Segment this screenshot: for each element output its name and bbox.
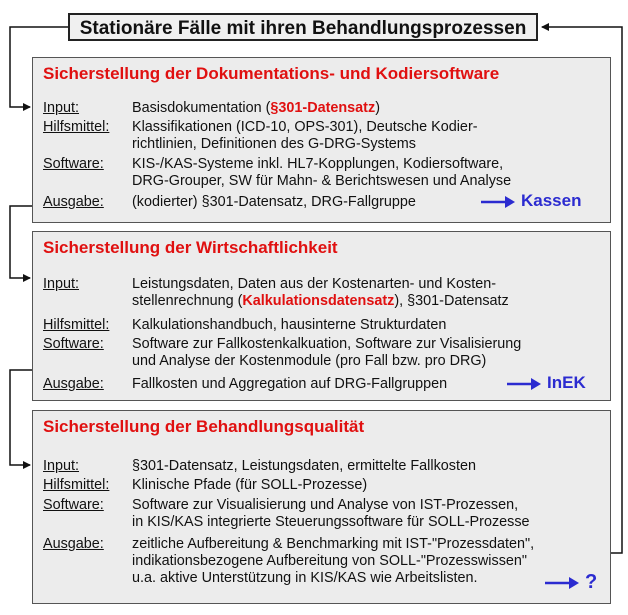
- row-text: in KIS/KAS integrierte Steuerungssoftware für SOLL-Prozesse: [132, 514, 530, 530]
- destination-kassen: [481, 191, 581, 211]
- row-label: Software:: [43, 156, 104, 172]
- row-text: ), §301-Datensatz: [394, 293, 509, 309]
- row-label: Software:: [43, 336, 104, 352]
- row-text: ): [375, 100, 380, 116]
- row-text: (kodierter) §301-Datensatz, DRG-Fallgruppe: [132, 194, 416, 210]
- connector-panel2-to-panel3: [10, 370, 32, 465]
- arrow-right-icon: [507, 378, 541, 390]
- row-text: Klassifikationen (ICD-10, OPS-301), Deutsche Kodier-: [132, 119, 478, 135]
- row-label: Software:: [43, 497, 104, 513]
- row-text: stellenrechnung (: [132, 293, 243, 309]
- destination-inek: [507, 373, 586, 393]
- row-label: Hilfsmittel:: [43, 317, 110, 333]
- row-text: richtlinien, Definitionen des G-DRG-Systems: [132, 136, 416, 152]
- panel-behandlungsqualitaet: [32, 410, 611, 604]
- row-text: zeitliche Aufbereitung & Benchmarking mit IST-"Prozessdaten",: [132, 536, 535, 552]
- panel-title: Sicherstellung der Wirtschaftlichkeit: [43, 238, 338, 257]
- panel-title: Sicherstellung der Behandlungsqualität: [43, 417, 365, 436]
- row-label: Ausgabe:: [43, 194, 104, 210]
- row-text: Leistungsdaten, Daten aus der Kostenarten- und Kosten-: [132, 276, 497, 292]
- row-text: Software zur Fallkostenkalkuation, Software zur Visalisierung: [132, 336, 522, 352]
- row-text: Basisdokumentation (: [132, 100, 271, 116]
- row-text: KIS-/KAS-Systeme inkl. HL7-Kopplungen, Kodiersoftware,: [132, 156, 504, 172]
- highlight-text: Kalkulationsdatensatz: [242, 293, 395, 309]
- destination-label: ?: [585, 571, 598, 593]
- panel-documentation: [32, 57, 611, 223]
- row-label: Hilfsmittel:: [43, 119, 110, 135]
- row-label: Ausgabe:: [43, 376, 104, 392]
- row-text: und Analyse der Kostenmodule (pro Fall bzw. pro DRG): [132, 353, 487, 369]
- panel-wirtschaftlichkeit: [32, 231, 611, 401]
- row-text: Kalkulationshandbuch, hausinterne Strukturdaten: [132, 317, 447, 333]
- row-text: Fallkosten und Aggregation auf DRG-Fallgruppen: [132, 376, 448, 392]
- highlight-text: §301-Datensatz: [270, 100, 376, 116]
- row-text: Klinische Pfade (für SOLL-Prozesse): [132, 477, 368, 493]
- arrow-right-icon: [481, 196, 515, 208]
- connector-panel1-to-panel2: [10, 206, 32, 278]
- panel-title: Sicherstellung der Dokumentations- und Kodiersoftware: [43, 64, 500, 83]
- destination-label: Kassen: [521, 191, 582, 210]
- destination-label: InEK: [547, 373, 586, 392]
- destination-unknown: [545, 571, 597, 594]
- row-text: u.a. aktive Unterstützung in KIS/KAS wie Arbeitslisten.: [132, 570, 478, 586]
- row-text: §301-Datensatz, Leistungsdaten, ermittelte Fallkosten: [132, 458, 476, 474]
- diagram-title: Stationäre Fälle mit ihren Behandlungsprozessen: [68, 13, 538, 41]
- arrow-right-icon: [545, 577, 579, 589]
- row-label: Hilfsmittel:: [43, 477, 110, 493]
- row-label: Input:: [43, 458, 80, 474]
- row-label: Input:: [43, 276, 80, 292]
- row-text: indikationsbezogene Aufbereitung von SOLL-"Prozesswissen": [132, 553, 528, 569]
- row-text: Software zur Visualisierung und Analyse von IST-Prozessen,: [132, 497, 519, 513]
- row-label: Ausgabe:: [43, 536, 104, 552]
- row-text: DRG-Grouper, SW für Mahn- & Berichtswesen und Analyse: [132, 173, 512, 189]
- row-label: Input:: [43, 100, 80, 116]
